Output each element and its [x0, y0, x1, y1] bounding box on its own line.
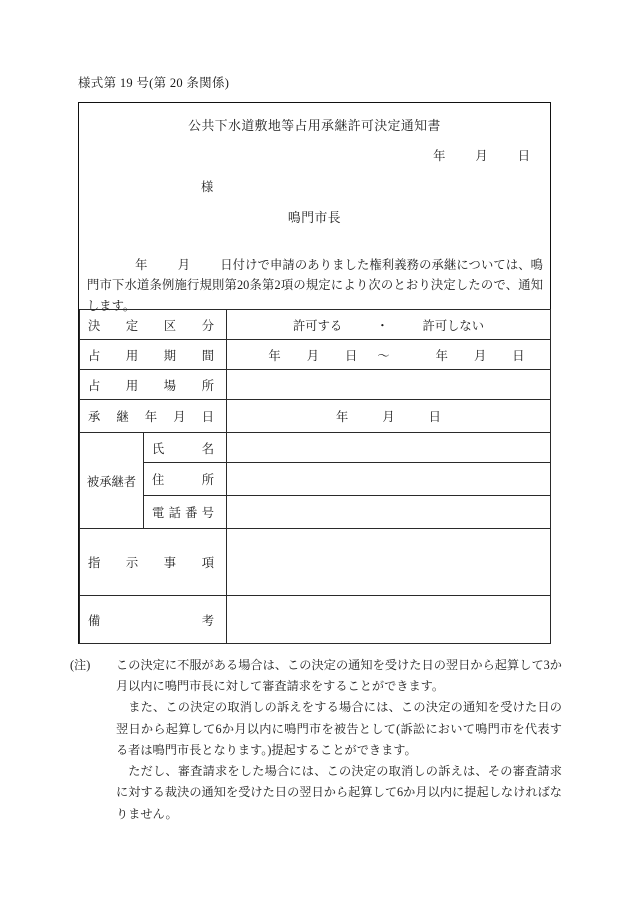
row-value-decision-type[interactable]	[227, 310, 551, 340]
row-value-succession-date[interactable]	[227, 400, 551, 433]
table-row	[80, 400, 551, 433]
row-label-predecessor-group: 被承継者	[80, 433, 144, 529]
succession-month: 月	[382, 410, 395, 424]
decision-table	[79, 309, 551, 644]
choice-separator: ・	[376, 318, 389, 333]
page-title: 公共下水道敷地等占用承継許可決定通知書	[188, 119, 441, 133]
row-label-succession-date: 承継年月日	[80, 400, 227, 433]
period-start-year: 年	[268, 348, 281, 363]
row-label-remarks: 備考	[80, 596, 227, 644]
row-value-occupancy-period[interactable]	[227, 340, 551, 370]
table-row	[80, 433, 551, 463]
succession-year: 年	[336, 410, 349, 424]
table-row	[80, 529, 551, 596]
row-value-predecessor-name[interactable]	[227, 433, 551, 463]
row-value-occupancy-location[interactable]	[227, 370, 551, 400]
footnote-marker: (注)	[70, 658, 91, 672]
footnote-paragraph-1: この決定に不服がある場合は、この決定の通知を受けた日の翌日から起算して3か月以内に鳴門市長に対して審査請求をすることができます。	[116, 658, 562, 694]
choice-allow[interactable]: 許可する	[293, 318, 343, 333]
footnote-first-line	[70, 655, 562, 697]
table-row	[80, 370, 551, 400]
row-label-predecessor-address: 住所	[144, 463, 227, 496]
row-value-predecessor-phone[interactable]	[227, 496, 551, 529]
table-row	[80, 463, 551, 496]
footnote-paragraph-3: ただし、審査請求をした場合には、この決定の取消しの訴えは、その審査請求に対する裁決の通知を受けた日の翌日から起算して6か月以内に提起しなければなりません。	[116, 764, 562, 821]
period-start-day: 日	[345, 348, 358, 363]
body-date-year: 年	[135, 258, 148, 272]
addressee-honorific: 様	[201, 180, 214, 194]
table-row	[80, 496, 551, 529]
notice-form-box	[78, 102, 551, 644]
form-number-label: 様式第 19 号(第 20 条関係)	[78, 76, 230, 90]
body-text: 日付けで申請のありました権利義務の承継については、鳴門市下水道条例施行規則第20条第2項の規定により次のとおり決定したので、通知します。	[87, 258, 543, 313]
row-value-instructions[interactable]	[227, 529, 551, 596]
row-label-occupancy-period: 占用期間	[80, 340, 227, 370]
period-tilde: ～	[377, 348, 390, 363]
row-label-instructions: 指示事項	[80, 529, 227, 596]
succession-day: 日	[428, 410, 441, 424]
choice-deny[interactable]: 許可しない	[422, 318, 485, 333]
period-end-month: 月	[473, 348, 487, 363]
row-label-predecessor-phone: 電話番号	[144, 496, 227, 529]
row-value-predecessor-address[interactable]	[227, 463, 551, 496]
footnotes	[70, 655, 562, 825]
issue-date-month: 月	[475, 149, 488, 163]
issuer-name: 鳴門市長	[287, 211, 342, 225]
row-label-decision-type: 決定区分	[80, 310, 227, 340]
body-paragraph	[87, 255, 543, 316]
table-row	[80, 596, 551, 644]
period-end-year: 年	[435, 348, 448, 363]
issue-date-year: 年	[433, 149, 446, 163]
footnote-paragraph-2: また、この決定の取消しの訴えをする場合には、この決定の通知を受けた日の翌日から起算して6か月以内に鳴門市を被告として(訴訟において鳴門市を代表する者は鳴門市長となります。)提起することができます。	[116, 700, 562, 757]
period-end-day: 日	[512, 348, 525, 363]
table-row	[80, 310, 551, 340]
period-start-month: 月	[306, 348, 320, 363]
row-value-remarks[interactable]	[227, 596, 551, 644]
issue-date-day: 日	[517, 149, 530, 163]
table-row	[80, 340, 551, 370]
body-date-month: 月	[177, 258, 191, 272]
row-label-predecessor-name: 氏名	[144, 433, 227, 463]
row-label-occupancy-location: 占用場所	[80, 370, 227, 400]
issue-date-line	[433, 146, 530, 164]
